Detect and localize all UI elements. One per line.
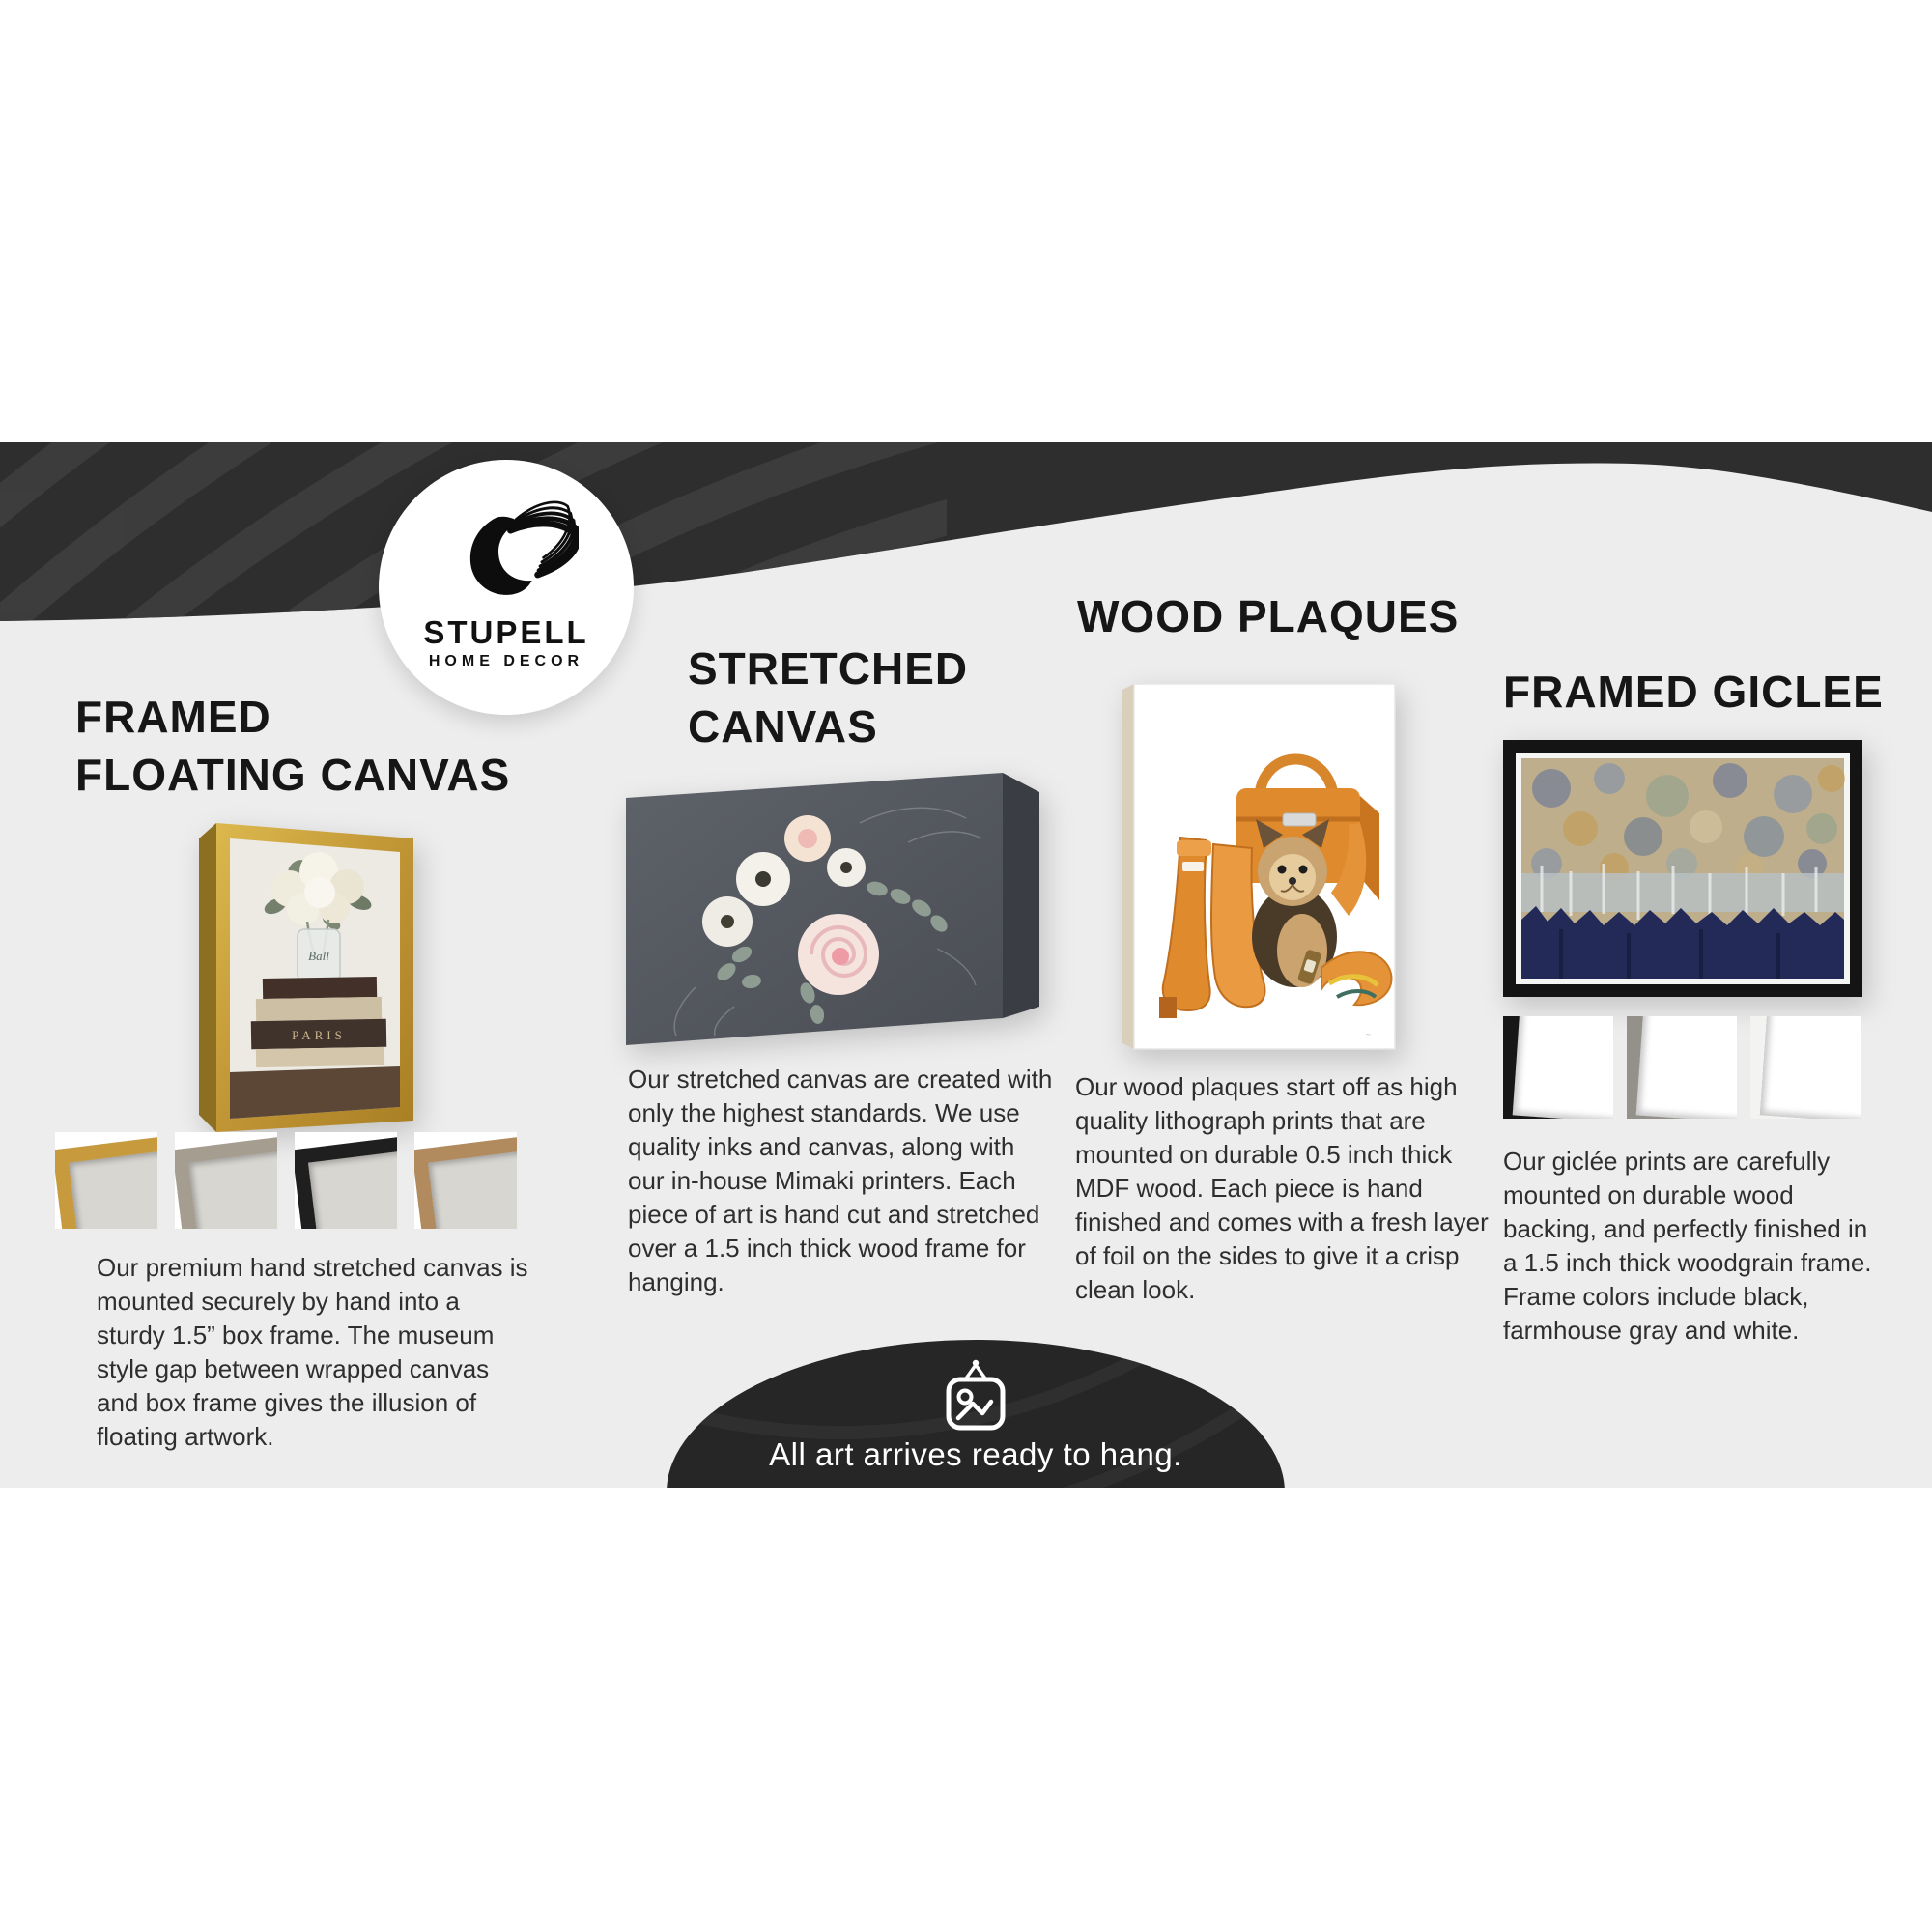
floating-frame-swatches bbox=[55, 1132, 517, 1229]
gray-giclee-frame-corner-icon bbox=[1627, 1016, 1737, 1119]
wood-description: Our wood plaques start off as high quality lithograph prints that are mounted on durable 0.5 inch thick MDF wood. Each piece is hand finished and comes with a fresh layer of foil on the sides to give it a crisp clean look. bbox=[1075, 1072, 1489, 1304]
brand-tagline: HOME DECOR bbox=[428, 653, 584, 669]
frame-swatch-silver bbox=[175, 1132, 277, 1229]
heading-line: FRAMED bbox=[75, 692, 271, 742]
heading-line: FLOATING CANVAS bbox=[75, 750, 511, 800]
footer-message: All art arrives ready to hang. bbox=[769, 1436, 1182, 1472]
paris-book-label: PARIS bbox=[292, 1028, 346, 1042]
giclee-art bbox=[1521, 758, 1845, 979]
heading-framed-giclee bbox=[1503, 663, 1884, 721]
floating-description: Our premium hand stretched canvas is mounted securely by hand into a sturdy 1.5” box frame. The museum style gap between wrapped canvas and box frame gives the illusion of floating artwork. bbox=[97, 1253, 528, 1451]
floating-canvas-product-image bbox=[174, 813, 437, 1146]
stretched-canvas-product-image bbox=[618, 765, 1059, 1055]
framed-giclee-product-image bbox=[1503, 740, 1862, 997]
heading-line: STRETCHED bbox=[688, 643, 969, 694]
silver-frame-corner-icon bbox=[175, 1134, 277, 1229]
frame-swatch-gold bbox=[55, 1132, 157, 1229]
jar-label: Ball bbox=[308, 949, 329, 963]
heading-line: CANVAS bbox=[688, 701, 878, 752]
giclee-swatch-farmhouse-gray bbox=[1627, 1016, 1737, 1119]
white-giclee-frame-corner-icon bbox=[1750, 1016, 1861, 1119]
frame-swatch-walnut bbox=[414, 1132, 517, 1229]
frame-swatch-black bbox=[295, 1132, 397, 1229]
gold-frame-corner-icon bbox=[55, 1134, 157, 1229]
black-giclee-frame-corner-icon bbox=[1503, 1016, 1613, 1119]
heading-stretched-canvas bbox=[688, 639, 968, 755]
heading-wood-plaques bbox=[1077, 587, 1459, 645]
black-frame-corner-icon bbox=[295, 1134, 397, 1229]
heading-line: WOOD PLAQUES bbox=[1077, 591, 1460, 641]
brand-logo-medallion bbox=[379, 460, 634, 715]
giclee-description: Our giclée prints are carefully mounted on durable wood backing, and perfectly finished in a 1.5 inch thick woodgrain frame. Frame colors include black, farmhouse gray and white. bbox=[1503, 1147, 1872, 1345]
giclee-frame-swatches bbox=[1503, 1016, 1861, 1119]
stupell-s-logo-icon bbox=[434, 473, 579, 616]
framed-picture-icon bbox=[945, 1358, 1007, 1432]
heading-line: FRAMED GICLEE bbox=[1503, 667, 1884, 717]
walnut-frame-corner-icon bbox=[414, 1134, 517, 1229]
giclee-swatch-black bbox=[1503, 1016, 1613, 1119]
giclee-swatch-white bbox=[1750, 1016, 1861, 1119]
brand-name: STUPELL bbox=[423, 614, 589, 650]
stretched-description: Our stretched canvas are created with only the highest standards. We use quality inks and canvas, along with our in-house Mimaki printers. Each piece of art is hand cut and stretched over a 1.5 inch thick wood frame for hanging. bbox=[628, 1065, 1053, 1296]
heading-framed-floating-canvas bbox=[75, 688, 510, 804]
artist-signature: ~ bbox=[1366, 1030, 1371, 1039]
wood-plaque-product-image bbox=[1113, 678, 1403, 1055]
